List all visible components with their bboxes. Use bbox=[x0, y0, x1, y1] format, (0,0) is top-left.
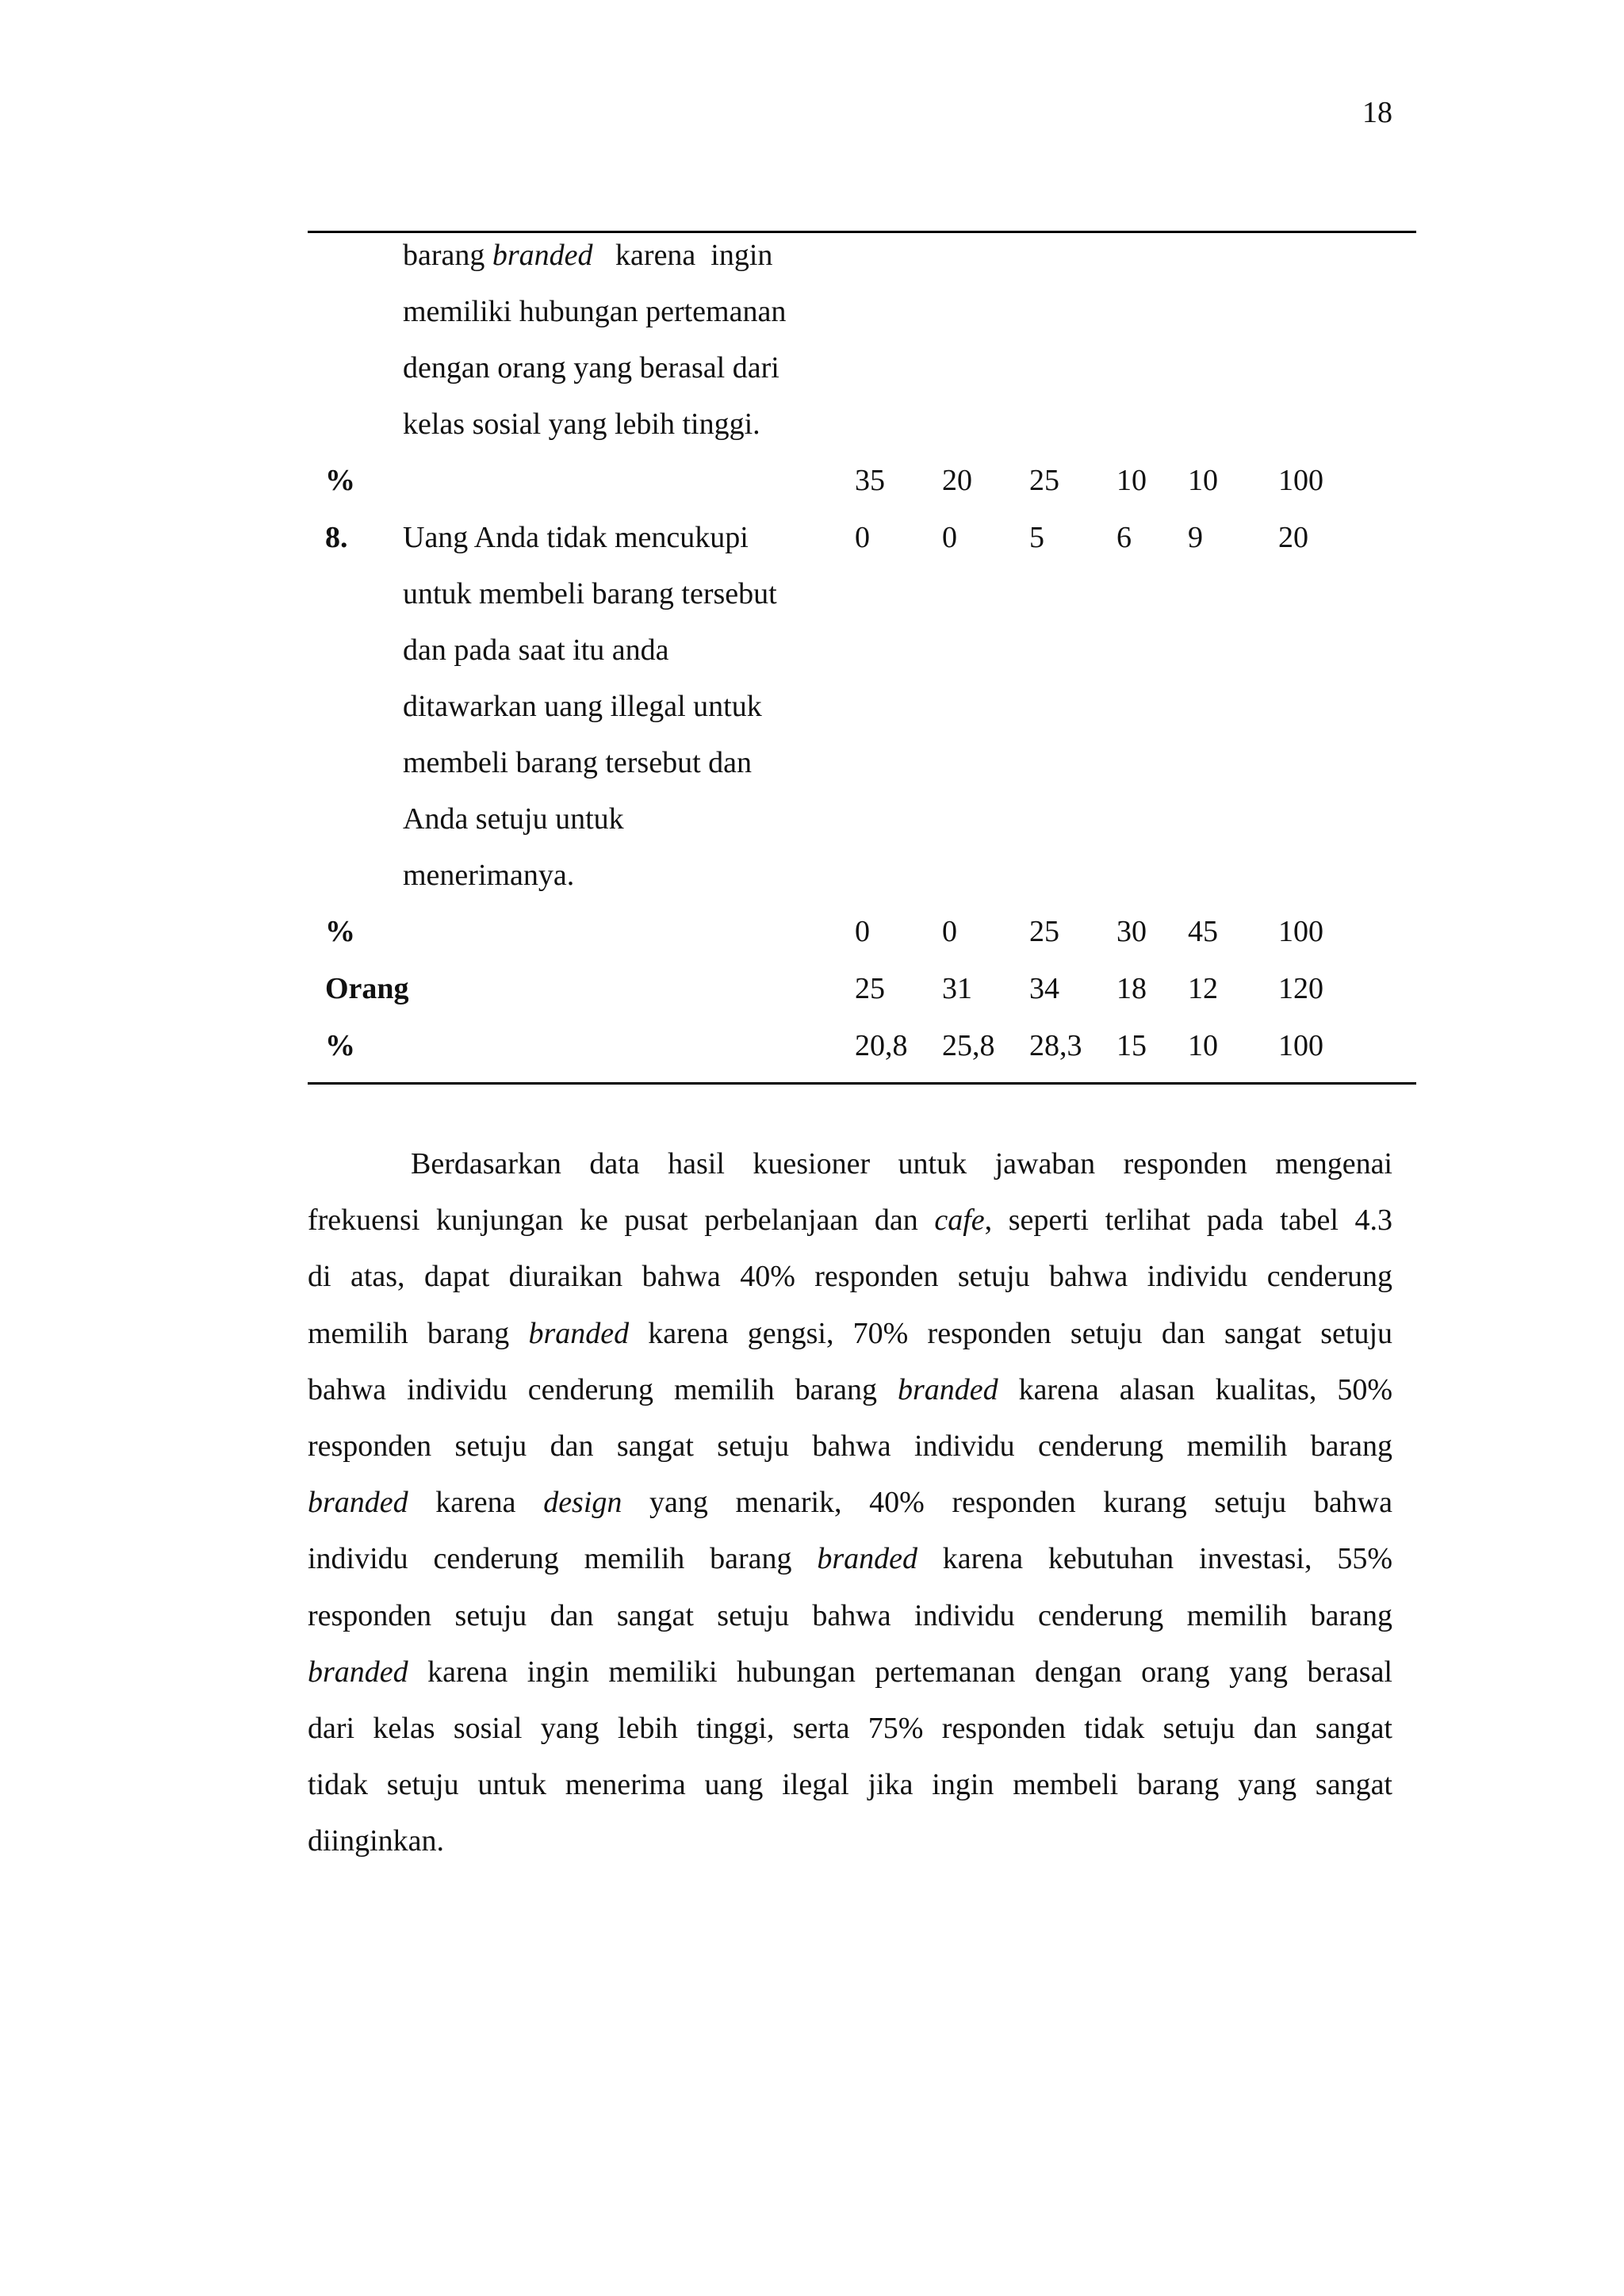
table-cell: 10 bbox=[1116, 464, 1147, 497]
paragraph-line bbox=[308, 1306, 1392, 1362]
table-cell: 0 bbox=[855, 521, 870, 554]
text-run: yang menarik, 40% responden kurang setuju bahwa bbox=[622, 1486, 1392, 1520]
row-label: Orang bbox=[325, 972, 409, 1005]
table-cell: 31 bbox=[942, 972, 972, 1005]
text-run: karena kebutuhan investasi, 55% bbox=[917, 1542, 1392, 1576]
text-run: karena bbox=[408, 1486, 544, 1520]
body-paragraph bbox=[308, 1136, 1392, 1869]
table-cell: 0 bbox=[942, 521, 957, 554]
table-cell: 0 bbox=[855, 915, 870, 948]
table-top-rule bbox=[308, 231, 1416, 233]
table-cell: 25 bbox=[1029, 464, 1059, 497]
item8-desc-line: membeli barang tersebut dan bbox=[403, 746, 753, 779]
table-cell: 20 bbox=[1278, 521, 1308, 554]
table-cell: 30 bbox=[1116, 915, 1147, 948]
table-cell: 10 bbox=[1188, 1029, 1218, 1062]
text-run: responden setuju dan sangat setuju bahwa individu cenderung memilih barang bbox=[308, 1598, 1392, 1632]
table-cell: 100 bbox=[1278, 1029, 1323, 1062]
item8-desc-line: Uang Anda tidak mencukupi bbox=[403, 521, 749, 554]
italic-term: branded bbox=[308, 1486, 408, 1520]
text-run: bahwa individu cenderung memilih barang bbox=[308, 1372, 898, 1406]
text-run: karena alasan kualitas, 50% bbox=[998, 1372, 1392, 1406]
text-run: di atas, dapat diuraikan bahwa 40% responden setuju bahwa individu cenderung bbox=[308, 1260, 1392, 1294]
text-run: diinginkan. bbox=[308, 1824, 445, 1858]
item8-desc-line: Anda setuju untuk bbox=[403, 802, 624, 836]
table-cell: 100 bbox=[1278, 464, 1323, 497]
table-cell: 28,3 bbox=[1029, 1029, 1082, 1062]
item7-desc-line: memiliki hubungan pertemanan bbox=[403, 295, 787, 328]
italic-term: design bbox=[543, 1486, 622, 1520]
row-label: % bbox=[325, 464, 355, 497]
page-number: 18 bbox=[1362, 96, 1392, 129]
text-run: tidak setuju untuk menerima uang ilegal jika ingin membeli barang yang sangat bbox=[308, 1768, 1392, 1802]
item8-description bbox=[403, 517, 777, 911]
table-cell: 25 bbox=[855, 972, 885, 1005]
paragraph-line bbox=[308, 1136, 1392, 1192]
italic-term: branded bbox=[817, 1542, 917, 1576]
text-run: karena ingin memiliki hubungan pertemanan dengan orang yang berasal bbox=[408, 1655, 1392, 1689]
table-row-total-percent bbox=[308, 1025, 1416, 1082]
paragraph-line bbox=[308, 1757, 1392, 1813]
table-cell: 20 bbox=[942, 464, 972, 497]
table-cell: 25,8 bbox=[942, 1029, 995, 1062]
paragraph-line bbox=[308, 1644, 1392, 1701]
table-row-total-orang bbox=[308, 968, 1416, 1025]
text-run: , seperti terlihat pada tabel 4.3 bbox=[984, 1203, 1392, 1238]
table-cell: 15 bbox=[1116, 1029, 1147, 1062]
italic-term: branded bbox=[897, 1372, 998, 1406]
table-cell: 10 bbox=[1188, 464, 1218, 497]
table-cell: 5 bbox=[1029, 521, 1044, 554]
table-row-item8-percent bbox=[308, 911, 1416, 968]
item8-desc-line: dan pada saat itu anda bbox=[403, 633, 669, 667]
item7-description bbox=[403, 235, 786, 460]
paragraph-line bbox=[308, 1701, 1392, 1757]
table-cell: 45 bbox=[1188, 915, 1218, 948]
table-cell: 12 bbox=[1188, 972, 1218, 1005]
item8-desc-line: untuk membeli barang tersebut bbox=[403, 577, 777, 610]
item8-desc-line: menerimanya. bbox=[403, 859, 575, 892]
table-cell: 0 bbox=[942, 915, 957, 948]
table-cell: 34 bbox=[1029, 972, 1059, 1005]
table-row-item8 bbox=[308, 517, 1416, 911]
table-cell: 9 bbox=[1188, 521, 1203, 554]
item8-desc-line: ditawarkan uang illegal untuk bbox=[403, 690, 762, 723]
table-bottom-rule bbox=[308, 1082, 1416, 1085]
item7-desc-line: dengan orang yang berasal dari bbox=[403, 351, 779, 385]
item7-desc-line: kelas sosial yang lebih tinggi. bbox=[403, 408, 760, 441]
text-run: frekuensi kunjungan ke pusat perbelanjaan dan bbox=[308, 1203, 935, 1238]
paragraph-line bbox=[308, 1588, 1392, 1644]
paragraph-line bbox=[308, 1813, 1392, 1869]
paragraph-line bbox=[308, 1192, 1392, 1249]
text-run: responden setuju dan sangat setuju bahwa individu cenderung memilih barang bbox=[308, 1429, 1392, 1463]
table-cell: 35 bbox=[855, 464, 885, 497]
paragraph-line bbox=[308, 1531, 1392, 1587]
text-run: memilih barang bbox=[308, 1316, 529, 1350]
italic-term: cafe bbox=[934, 1203, 985, 1238]
text-run: dari kelas sosial yang lebih tinggi, serta 75% responden tidak setuju dan sangat bbox=[308, 1711, 1392, 1745]
table-cell: 18 bbox=[1116, 972, 1147, 1005]
text-run: individu cenderung memilih barang bbox=[308, 1542, 818, 1576]
survey-table bbox=[308, 235, 1416, 1082]
text-run: Berdasarkan data hasil kuesioner untuk jawaban responden mengenai bbox=[411, 1147, 1392, 1181]
text-run: karena gengsi, 70% responden setuju dan sangat setuju bbox=[629, 1316, 1392, 1350]
item7-desc-line: barang branded karena ingin bbox=[403, 239, 773, 272]
paragraph-line bbox=[308, 1249, 1392, 1305]
table-cell: 6 bbox=[1116, 521, 1132, 554]
row-label: % bbox=[325, 915, 355, 948]
row-label: % bbox=[325, 1029, 355, 1062]
paragraph-line bbox=[308, 1475, 1392, 1531]
table-cell: 100 bbox=[1278, 915, 1323, 948]
italic-term: branded bbox=[528, 1316, 630, 1350]
table-cell: 25 bbox=[1029, 915, 1059, 948]
paragraph-line bbox=[308, 1362, 1392, 1418]
paragraph-line bbox=[308, 1418, 1392, 1475]
table-cell: 120 bbox=[1278, 972, 1323, 1005]
table-cell: 20,8 bbox=[855, 1029, 908, 1062]
table-row-item7-percent bbox=[308, 460, 1416, 517]
item-number: 8. bbox=[325, 521, 348, 554]
table-row-item7-continued bbox=[308, 235, 1416, 460]
italic-term: branded bbox=[308, 1655, 408, 1689]
